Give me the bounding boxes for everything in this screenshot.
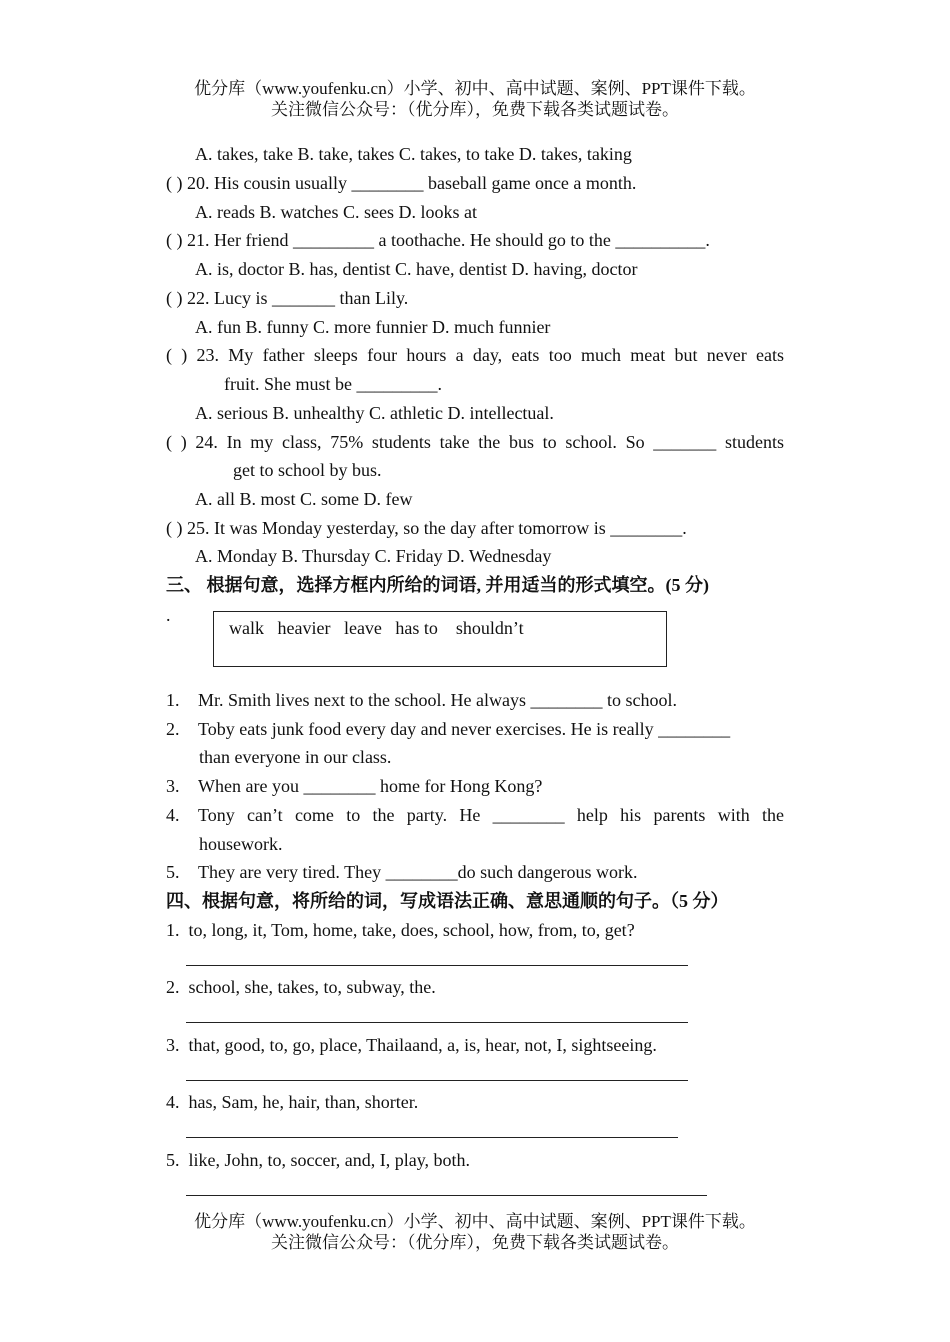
s4-item-1-words: to, long, it, Tom, home, take, does, school, how, from, to, get?: [188, 920, 635, 940]
s3-item-2: [166, 717, 784, 741]
q20-stem: ( ) 20. His cousin usually ________ baseball game once a month.: [166, 173, 637, 193]
q19-options: A. takes, take B. take, takes C. takes, to take D. takes, taking: [195, 144, 632, 164]
s3-item-4-num: 4.: [166, 805, 180, 825]
q24-stem-line-2: get to school by bus.: [233, 460, 382, 480]
s4-item-3-num: 3.: [166, 1035, 180, 1055]
s4-item-4-num: 4.: [166, 1092, 180, 1112]
s3-item-1-text: Mr. Smith lives next to the school. He always ________ to school.: [198, 690, 677, 710]
q22-stem: ( ) 22. Lucy is _______ than Lily.: [166, 288, 409, 308]
q24-options: A. all B. most C. some D. few: [195, 489, 413, 509]
s3-item-5: [166, 860, 638, 884]
s4-item-1: [166, 918, 635, 942]
s3-item-2-cont: than everyone in our class.: [199, 747, 392, 767]
s3-item-3-num: 3.: [166, 776, 180, 796]
s3-item-3: [166, 774, 542, 798]
s3-item-1: [166, 688, 677, 712]
s3-item-3-text: When are you ________ home for Hong Kong?: [198, 776, 543, 796]
q21-stem: ( ) 21. Her friend _________ a toothache. He should go to the __________.: [166, 230, 710, 250]
word-box: [213, 611, 667, 667]
s3-item-5-text: They are very tired. They ________do such dangerous work.: [198, 862, 638, 882]
footer-line-1: 优分库（www.youfenku.cn）小学、初中、高中试题、案例、PPT课件下载。: [194, 1212, 756, 1231]
s4-item-2-words: school, she, takes, to, subway, the.: [188, 977, 436, 997]
s4-answer-line-5[interactable]: [186, 1195, 707, 1196]
s3-item-4: [166, 803, 784, 827]
header-line-1: 优分库（www.youfenku.cn）小学、初中、高中试题、案例、PPT课件下载。: [194, 79, 756, 98]
s4-answer-line-2[interactable]: [186, 1022, 688, 1023]
s4-item-5: [166, 1148, 470, 1172]
s4-item-2-num: 2.: [166, 977, 180, 997]
q23-stem-line-2: fruit. She must be _________.: [224, 374, 442, 394]
s3-item-4-cont: housework.: [199, 834, 283, 854]
section-4-title: 四、根据句意，将所给的词，写成语法正确、意思通顺的句子。（5 分）: [166, 891, 729, 911]
s4-answer-line-1[interactable]: [186, 965, 688, 966]
q24-stem-line-1: ( ) 24. In my class, 75% students take the bus to school. So _______ students: [166, 432, 784, 452]
s4-item-3: [166, 1033, 657, 1057]
q21-options: A. is, doctor B. has, dentist C. have, dentist D. having, doctor: [195, 259, 638, 279]
s4-item-5-words: like, John, to, soccer, and, I, play, both.: [188, 1150, 471, 1170]
s3-item-5-num: 5.: [166, 862, 180, 882]
header-line-2: 关注微信公众号：（优分库），免费下载各类试题试卷。: [271, 100, 679, 119]
s4-item-4: [166, 1090, 418, 1114]
s3-item-4-text: Tony can’t come to the party. He ________ help his parents with the: [198, 805, 784, 825]
q20-options: A. reads B. watches C. sees D. looks at: [195, 202, 477, 222]
s4-answer-line-3[interactable]: [186, 1080, 688, 1081]
q22-options: A. fun B. funny C. more funnier D. much funnier: [195, 317, 551, 337]
section-3-dot: .: [166, 605, 171, 625]
s4-item-2: [166, 975, 436, 999]
section-3-title: 三、 根据句意，选择方框内所给的词语, 并用适当的形式填空。(5 分): [166, 575, 709, 595]
s3-item-2-text: Toby eats junk food every day and never exercises. He is really ________: [198, 719, 731, 739]
s3-item-2-num: 2.: [166, 719, 180, 739]
q25-stem: ( ) 25. It was Monday yesterday, so the day after tomorrow is ________.: [166, 518, 687, 538]
footer-line-2: 关注微信公众号：（优分库），免费下载各类试题试卷。: [271, 1233, 679, 1252]
q23-options: A. serious B. unhealthy C. athletic D. intellectual.: [195, 403, 554, 423]
word-box-words: walk heavier leave has to shouldn’t: [229, 618, 524, 638]
s4-item-3-words: that, good, to, go, place, Thailaand, a, is, hear, not, I, sightseeing.: [188, 1035, 657, 1055]
s4-item-4-words: has, Sam, he, hair, than, shorter.: [188, 1092, 419, 1112]
s4-answer-line-4[interactable]: [186, 1137, 678, 1138]
s4-item-1-num: 1.: [166, 920, 180, 940]
s4-item-5-num: 5.: [166, 1150, 180, 1170]
q23-stem-line-1: ( ) 23. My father sleeps four hours a day, eats too much meat but never eats: [166, 345, 784, 365]
q25-options: A. Monday B. Thursday C. Friday D. Wednesday: [195, 546, 552, 566]
s3-item-1-num: 1.: [166, 690, 180, 710]
